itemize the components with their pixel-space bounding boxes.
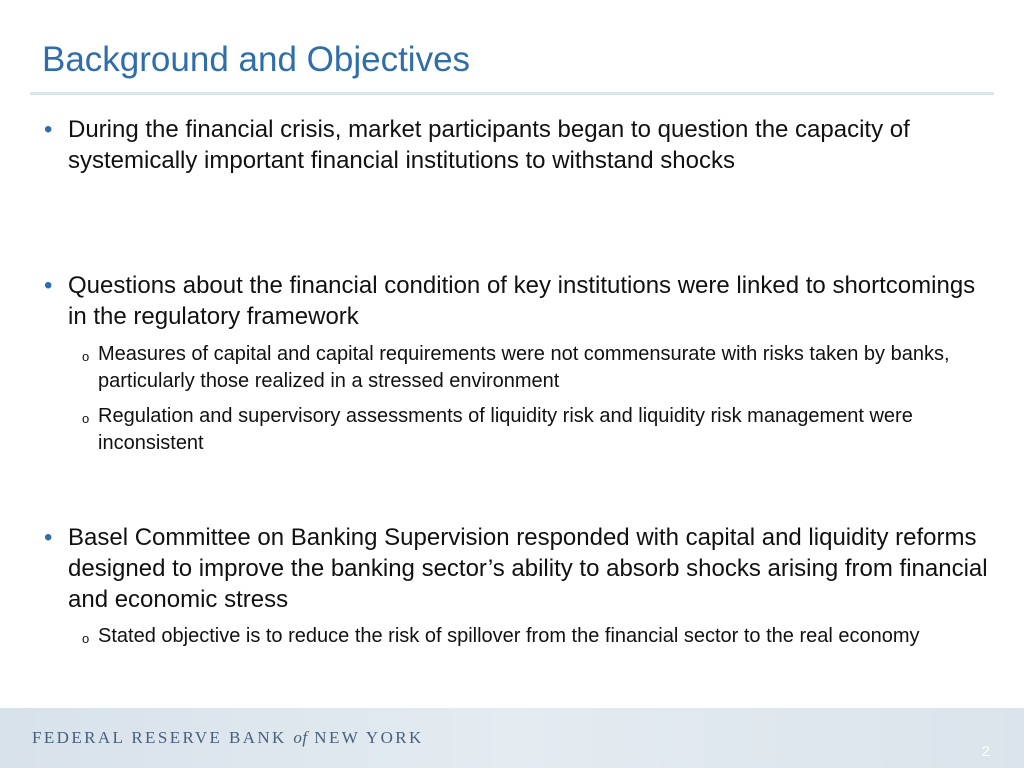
sub-bullet-marker: o [82, 631, 90, 646]
sub-bullet-item [82, 403, 978, 457]
sub-bullet-text: Regulation and supervisory assessments of liquidity risk and liquidity risk management were inconsistent [98, 405, 913, 454]
organization-logo-text [32, 728, 424, 748]
bullet-marker: • [44, 116, 53, 143]
org-name-suffix: NEW YORK [314, 728, 424, 747]
org-name-of: of [293, 728, 308, 747]
bullet-marker: • [44, 524, 53, 551]
bullet-text: During the financial crisis, market participants began to question the capacity of systemically important financial institutions to withstand shocks [68, 116, 910, 174]
bullet-text: Questions about the financial condition of key institutions were linked to shortcomings in the regulatory framework [68, 272, 976, 330]
bullet-marker: • [44, 272, 53, 299]
page-number: 2 [981, 743, 990, 760]
bullet-item [44, 114, 998, 176]
sub-bullet-marker: o [82, 349, 90, 364]
footer-banner [0, 708, 1024, 768]
sub-bullet-item [82, 623, 978, 650]
bullet-text: Basel Committee on Banking Supervision responded with capital and liquidity reforms designed to improve the banking sector’s ability to absorb shocks arising from financial and economic stress [68, 524, 988, 613]
sub-bullet-text: Stated objective is to reduce the risk of spillover from the financial sector to the real economy [98, 625, 920, 647]
bullet-item [44, 522, 998, 615]
bullet-item [44, 270, 998, 332]
sub-bullet-text: Measures of capital and capital requirements were not commensurate with risks taken by banks, particularly those realized in a stressed environment [98, 343, 950, 392]
sub-bullet-marker: o [82, 411, 90, 426]
slide-title: Background and Objectives [42, 40, 471, 79]
org-name-prefix: FEDERAL RESERVE BANK [32, 728, 287, 747]
sub-bullet-item [82, 341, 978, 395]
